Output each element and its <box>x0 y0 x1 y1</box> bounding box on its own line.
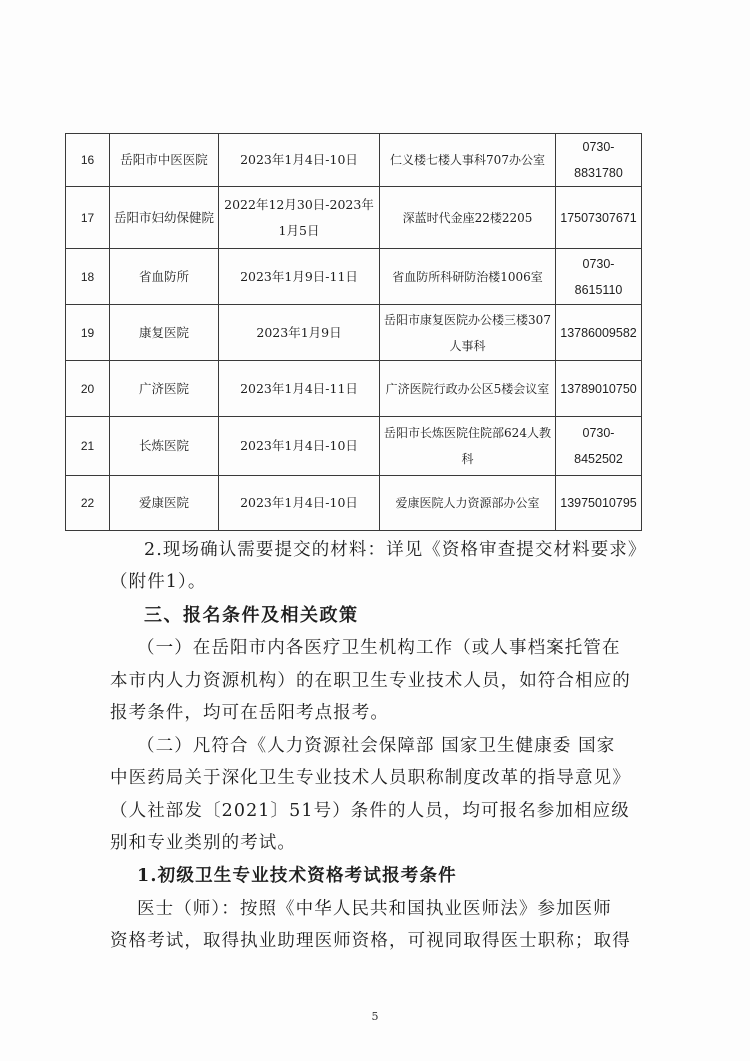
table-row <box>66 476 642 531</box>
table-row <box>66 361 642 417</box>
paragraph-3-line2: 资格考试，取得执业助理医师资格，可视同取得医士职称；取得 <box>110 931 631 951</box>
paragraph-1-line3: 报考条件，均可在岳阳考点报考。 <box>110 703 389 723</box>
row-number: 20 <box>66 361 110 417</box>
table-row <box>66 417 642 476</box>
table-row <box>66 305 642 361</box>
row-number: 22 <box>66 476 110 531</box>
row-number: 17 <box>66 187 110 249</box>
contact-phone: 0730-8831780 <box>556 134 642 187</box>
contact-phone: 13975010795 <box>556 476 642 531</box>
paragraph-2-line2: 中医药局关于深化卫生专业技术人员职称制度改革的指导意见》 <box>110 768 631 788</box>
contact-phone: 0730-8615110 <box>556 249 642 305</box>
confirm-date: 2023年1月9日 <box>219 305 380 361</box>
registration-schedule-table <box>65 133 642 531</box>
table-row <box>66 249 642 305</box>
section-heading-3: 三、报名条件及相关政策 <box>144 605 359 626</box>
contact-phone: 17507307671 <box>556 187 642 249</box>
paragraph-1-line2: 本市内人力资源机构）的在职卫生专业技术人员，如符合相应的 <box>110 671 631 691</box>
hospital-name: 长炼医院 <box>110 417 219 476</box>
paragraph-materials-line1: 2.现场确认需要提交的材料：详见《资格审查提交材料要求》 <box>144 540 647 560</box>
confirm-date: 2023年1月4日-11日 <box>219 361 380 417</box>
row-number: 16 <box>66 134 110 187</box>
subheading-1: 1.初级卫生专业技术资格考试报考条件 <box>137 866 457 886</box>
paragraph-materials-line2: （附件1）。 <box>110 572 207 592</box>
confirm-address: 岳阳市康复医院办公楼三楼307人事科 <box>380 305 556 361</box>
paragraph-2-line3: （人社部发〔2021〕51号）条件的人员，均可报名参加相应级 <box>110 801 630 821</box>
confirm-date: 2023年1月4日-10日 <box>219 417 380 476</box>
hospital-name: 康复医院 <box>110 305 219 361</box>
confirm-date: 2023年1月9日-11日 <box>219 249 380 305</box>
paragraph-2-line1: （二）凡符合《人力资源社会保障部 国家卫生健康委 国家 <box>137 736 616 756</box>
confirm-address: 深蓝时代金座22楼2205 <box>380 187 556 249</box>
contact-phone: 13789010750 <box>556 361 642 417</box>
paragraph-1-line1: （一）在岳阳市内各医疗卫生机构工作（或人事档案托管在 <box>137 638 621 658</box>
confirm-address: 岳阳市长炼医院住院部624人教科 <box>380 417 556 476</box>
row-number: 19 <box>66 305 110 361</box>
paragraph-3-line1: 医士（师）：按照《中华人民共和国执业医师法》参加医师 <box>137 899 612 919</box>
confirm-address: 爱康医院人力资源部办公室 <box>380 476 556 531</box>
confirm-date: 2023年1月4日-10日 <box>219 476 380 531</box>
hospital-name: 广济医院 <box>110 361 219 417</box>
table-row <box>66 187 642 249</box>
row-number: 18 <box>66 249 110 305</box>
contact-phone: 0730-8452502 <box>556 417 642 476</box>
hospital-name: 省血防所 <box>110 249 219 305</box>
confirm-date: 2023年1月4日-10日 <box>219 134 380 187</box>
confirm-address: 广济医院行政办公区5楼会议室 <box>380 361 556 417</box>
confirm-address: 省血防所科研防治楼1006室 <box>380 249 556 305</box>
hospital-name: 爱康医院 <box>110 476 219 531</box>
row-number: 21 <box>66 417 110 476</box>
hospital-name: 岳阳市妇幼保健院 <box>110 187 219 249</box>
confirm-address: 仁义楼七楼人事科707办公室 <box>380 134 556 187</box>
confirm-date: 2022年12月30日-2023年1月5日 <box>219 187 380 249</box>
contact-phone: 13786009582 <box>556 305 642 361</box>
paragraph-2-line4: 别和专业类别的考试。 <box>110 833 296 853</box>
hospital-name: 岳阳市中医医院 <box>110 134 219 187</box>
table-row <box>66 134 642 187</box>
page-number: 5 <box>371 1010 379 1023</box>
